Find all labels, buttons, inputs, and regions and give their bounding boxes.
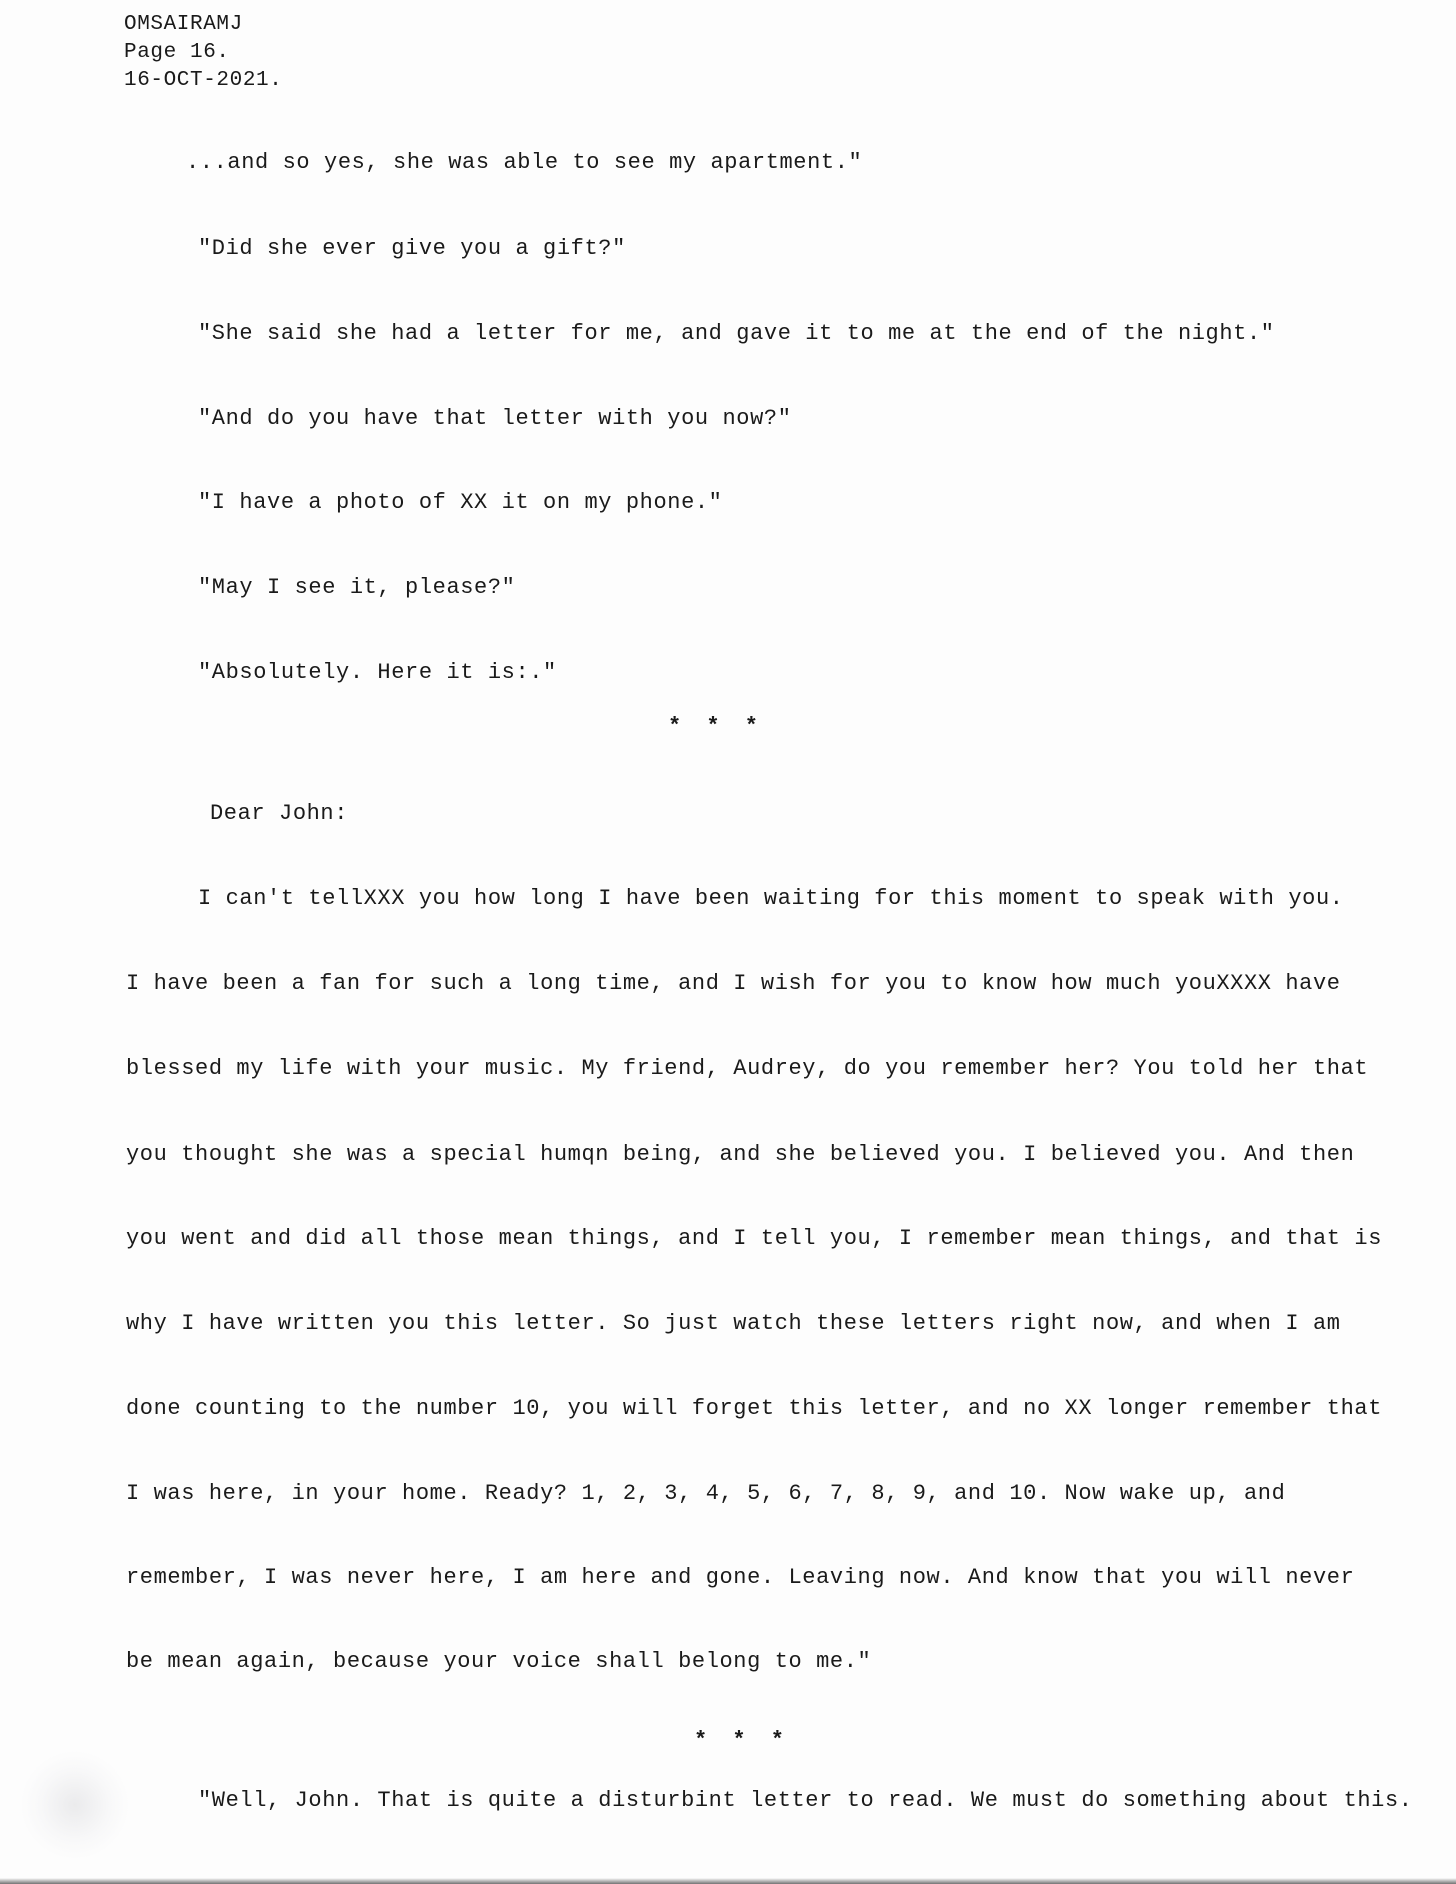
header-page-number: Page 16. <box>124 41 230 64</box>
letter-line: why I have written you this letter. So just watch these letters right now, and when I am <box>126 1311 1341 1336</box>
letter-line: I was here, in your home. Ready? 1, 2, 3, 4, 5, 6, 7, 8, 9, and 10. Now wake up, and <box>126 1481 1286 1506</box>
scan-edge-shadow <box>0 1878 1456 1884</box>
letter-line: I have been a fan for such a long time, and I wish for you to know how much youXXXX have <box>126 971 1341 996</box>
dialogue-line: "She said she had a letter for me, and gave it to me at the end of the night." <box>198 321 1275 346</box>
dialogue-line: "Did she ever give you a gift?" <box>198 236 626 261</box>
letter-line: you thought she was a special humqn being, and she believed you. I believed you. And then <box>126 1142 1355 1167</box>
section-separator: * * * <box>668 714 765 739</box>
header-date: 16-OCT-2021. <box>124 69 283 92</box>
dialogue-line: "And do you have that letter with you now?" <box>198 406 792 431</box>
paper-smudge <box>20 1750 130 1860</box>
letter-line: be mean again, because your voice shall belong to me." <box>126 1649 872 1674</box>
dialogue-line: "I have a photo of XX it on my phone." <box>198 490 723 515</box>
letter-line: I can't tellXXX you how long I have been waiting for this moment to speak with you. <box>198 886 1344 911</box>
dialogue-line: "May I see it, please?" <box>198 575 516 600</box>
letter-line: blessed my life with your music. My friend, Audrey, do you remember her? You told her that <box>126 1056 1369 1081</box>
section-separator: * * * <box>694 1728 791 1753</box>
dialogue-line: "Absolutely. Here it is:." <box>198 660 557 685</box>
dialogue-line: ...and so yes, she was able to see my apartment." <box>186 150 863 175</box>
letter-salutation: Dear John: <box>210 801 349 826</box>
letter-line: you went and did all those mean things, and I tell you, I remember mean things, and that is <box>126 1226 1382 1251</box>
closing-dialogue-line: "Well, John. That is quite a disturbint letter to read. We must do something about this. <box>198 1788 1413 1813</box>
header-id: OMSAIRAMJ <box>124 13 243 36</box>
letter-line: done counting to the number 10, you will forget this letter, and no XX longer remember that <box>126 1396 1382 1421</box>
letter-line: remember, I was never here, I am here and gone. Leaving now. And know that you will never <box>126 1565 1355 1590</box>
